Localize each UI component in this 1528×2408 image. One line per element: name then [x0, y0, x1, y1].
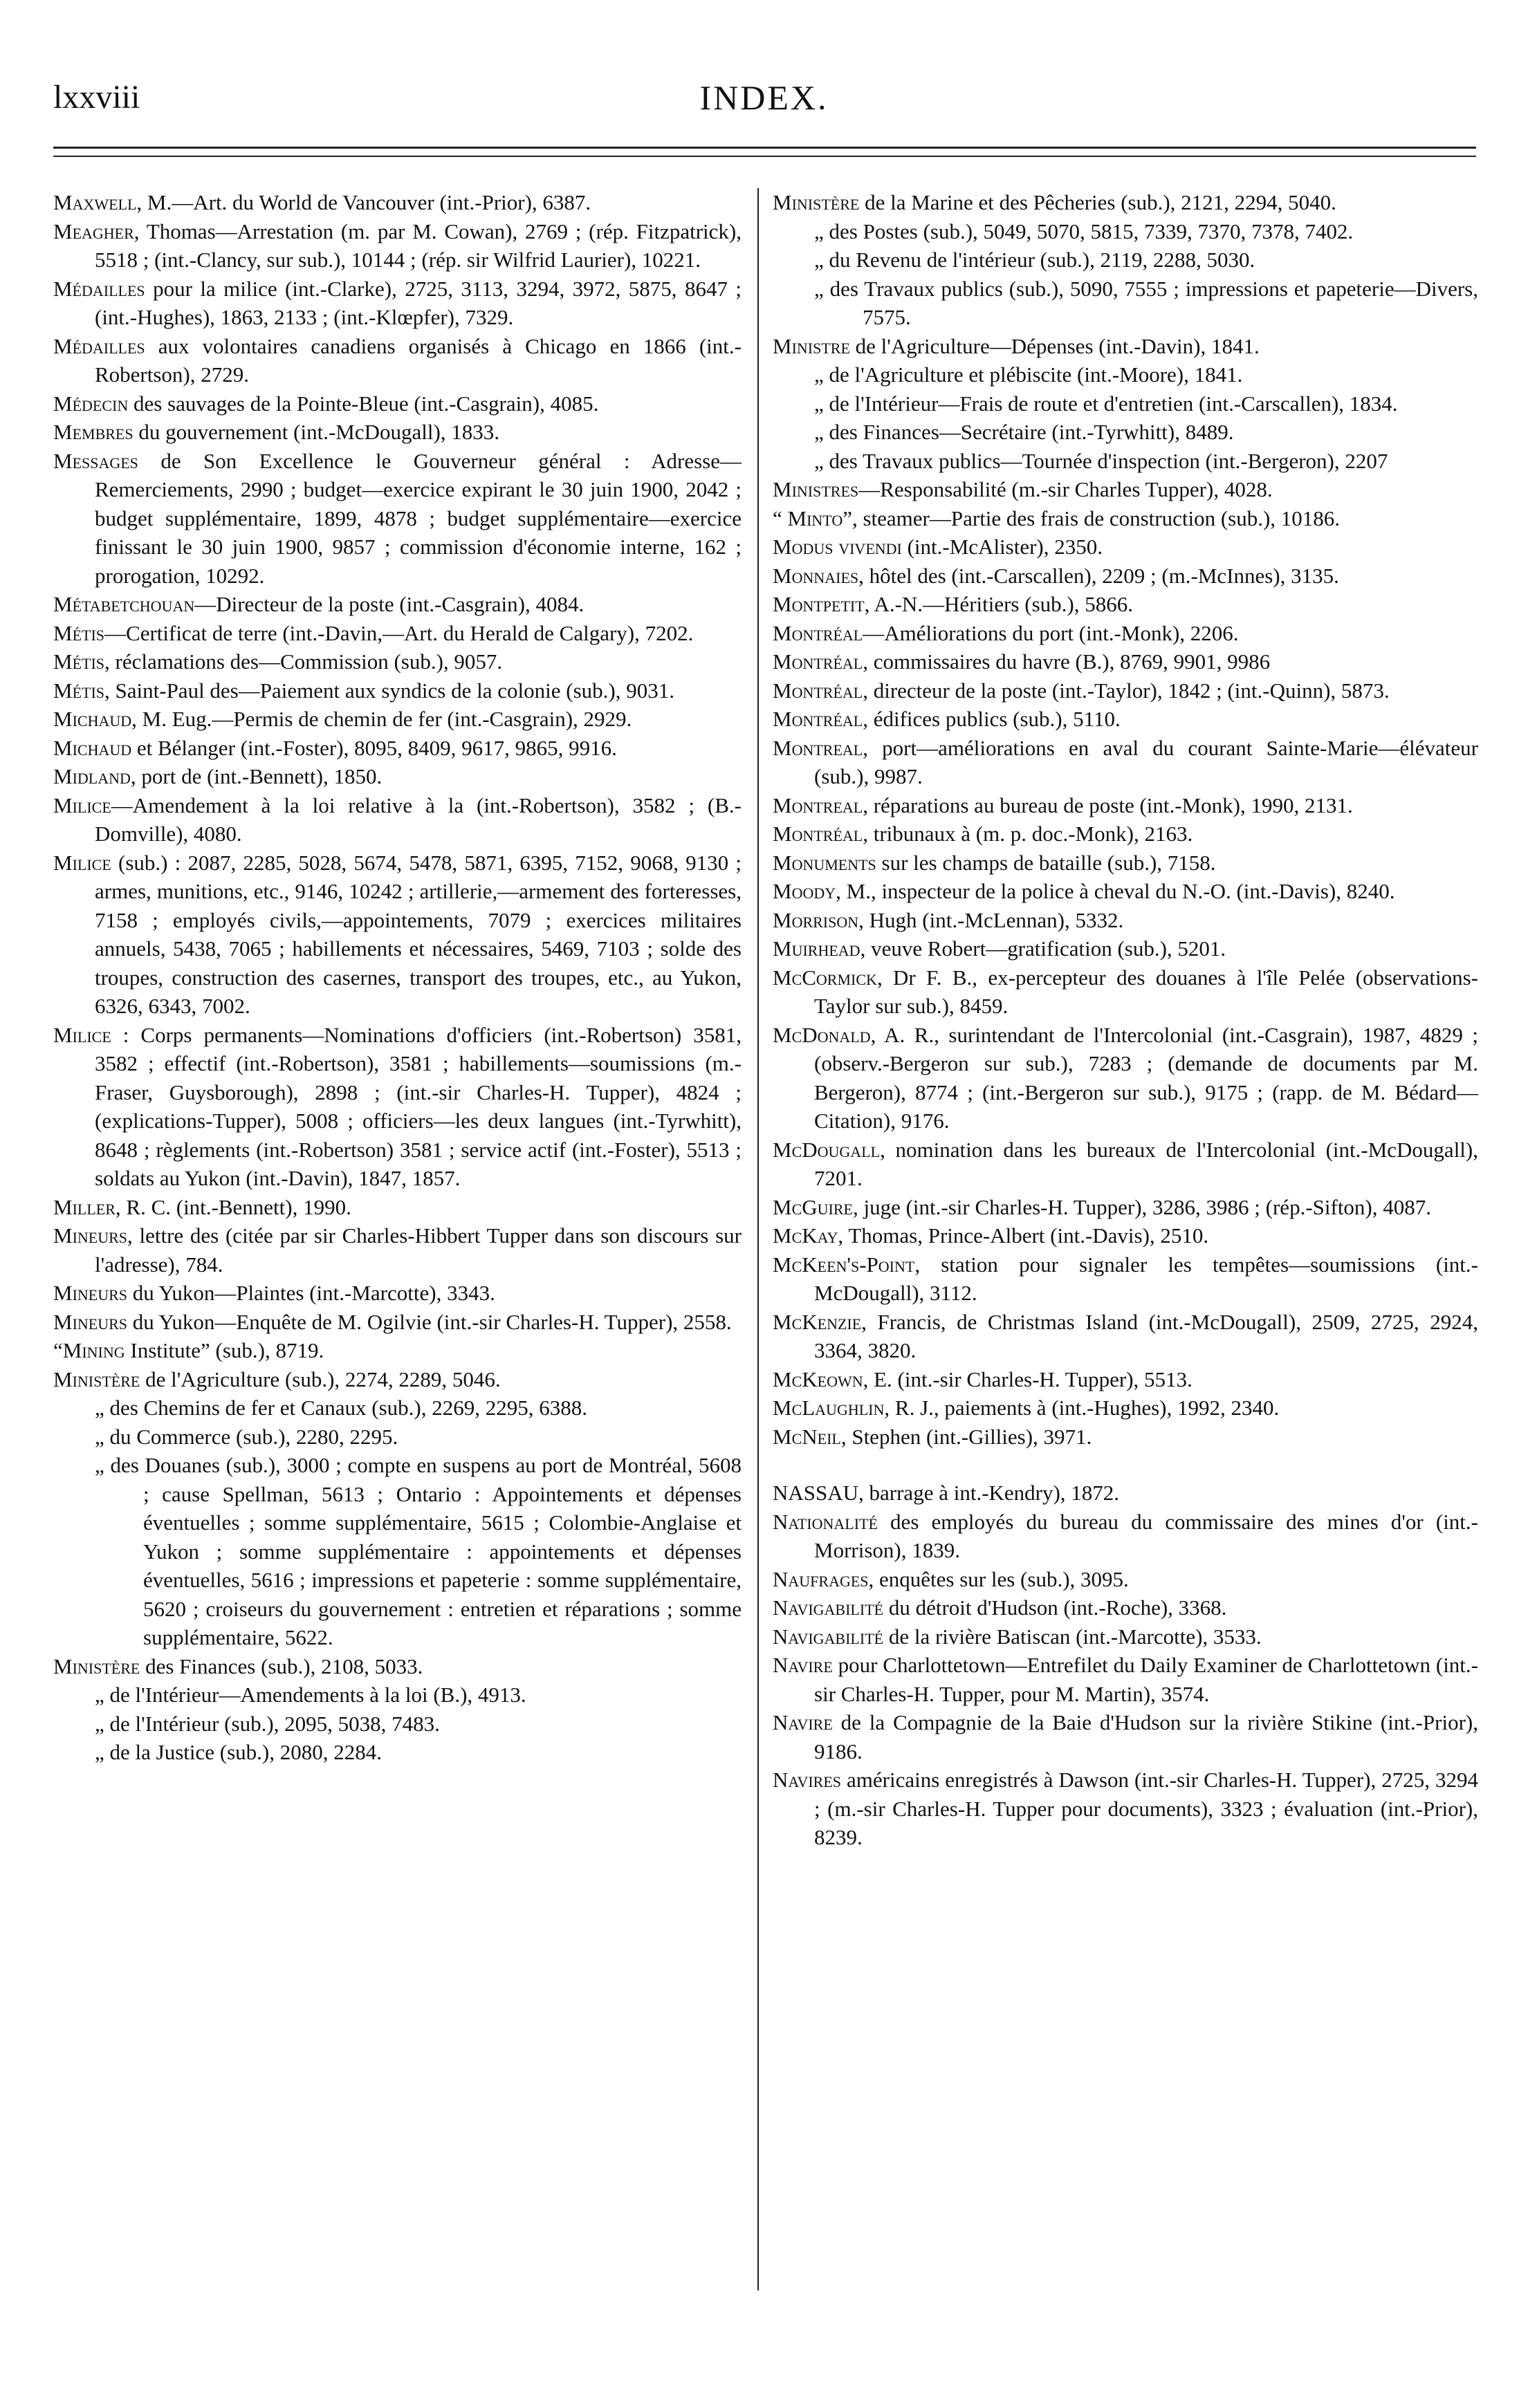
entry-heading: McKeown	[773, 1367, 863, 1391]
entry-heading: Métis	[53, 649, 105, 674]
entry-heading: Membres	[53, 420, 134, 444]
column-divider	[757, 188, 759, 2290]
entry-heading: Milice	[53, 793, 111, 817]
entry-text: , port de (int.-Bennett), 1850.	[130, 764, 383, 788]
entry-text: du gouvernement (int.-McDougall), 1833.	[133, 420, 500, 444]
entry-text: des sauvages de la Pointe-Bleue (int.-Casgrain), 4085.	[128, 391, 599, 416]
entry-heading: Ministres	[773, 477, 859, 501]
entry-text: , A.-N.—Héritiers (sub.), 5866.	[864, 592, 1133, 616]
index-entry	[53, 1365, 742, 1394]
index-entry	[53, 647, 742, 676]
entry-heading: Navire	[773, 1710, 833, 1734]
index-entry	[53, 590, 742, 619]
entry-text: , réparations au bureau de poste (int.-Monk), 1990, 2131.	[863, 793, 1353, 817]
entry-text: pour Charlottetown—Entrefilet du Daily Examiner de Charlottetown (int.-sir Charles-H. Tupper, pour M. Martin), 3574.	[814, 1653, 1478, 1706]
index-entry	[53, 791, 742, 849]
entry-heading: Médecin	[53, 391, 129, 416]
entry-text: du Yukon—Plaintes (int.-Marcotte), 3343.	[127, 1281, 495, 1305]
entry-heading: “Mining	[53, 1338, 125, 1362]
index-subentry	[773, 418, 1478, 447]
index-entry	[773, 1651, 1478, 1708]
entry-heading: Milice	[53, 850, 111, 875]
entry-heading: McKeen's-Point	[773, 1252, 915, 1277]
index-entry	[53, 734, 742, 763]
index-entry	[773, 1021, 1478, 1136]
entry-heading: Morrison	[773, 907, 859, 932]
entry-heading: Médailles	[53, 333, 145, 358]
entry-text: de l'Agriculture (sub.), 2274, 2289, 5046.	[140, 1367, 501, 1391]
entry-text: —Certificat de terre (int.-Davin,—Art. du Herald de Calgary), 7202.	[104, 620, 694, 645]
entry-heading: Moody	[773, 879, 836, 903]
entry-heading: Métis	[53, 620, 105, 645]
index-subentry	[53, 1710, 742, 1739]
index-subentry	[773, 360, 1478, 389]
index-entry	[773, 849, 1478, 878]
entry-text: „ des Travaux publics—Tournée d'inspection (int.-Bergeron), 2207	[814, 448, 1388, 473]
entry-text: , réclamations des—Commission (sub.), 9057.	[104, 649, 503, 674]
entry-heading: McKay	[773, 1223, 838, 1248]
entry-text: de Son Excellence le Gouverneur général : Adresse—Remerciements, 2990 ; budget—exercice expirant le 30 juin 1900, 2042 ; budget supplémentaire, 1899, 4878 ; budget supplémentaire—exercice finissant le 30 juin 1900, 9857 ; commission d'économie interne, 162 ; prorogation, 10292.	[95, 448, 742, 588]
entry-text: pour la milice (int.-Clarke), 2725, 3113, 3294, 3972, 5875, 8647 ; (int.-Hughes), 1863, 2133 ; (int.-Klœpfer), 7329.	[95, 276, 742, 329]
entry-heading: McKenzie	[773, 1309, 862, 1334]
entry-text: „ des Travaux publics (sub.), 5090, 7555 ; impressions et papeterie—Divers, 7575.	[814, 276, 1478, 329]
index-entry	[773, 934, 1478, 963]
entry-text: , commissaires du havre (B.), 8769, 9901, 9986	[863, 649, 1271, 674]
entry-text: de l'Agriculture—Dépenses (int.-Davin), 1841.	[849, 333, 1260, 358]
page-header	[0, 66, 1528, 129]
entry-text: , Stephen (int.-Gillies), 3971.	[840, 1424, 1092, 1449]
index-subentry	[773, 275, 1478, 332]
index-entry	[53, 275, 742, 332]
index-entry	[53, 1308, 742, 1337]
entry-heading: Mineurs	[53, 1223, 128, 1248]
index-subentry	[53, 1680, 742, 1710]
index-entry	[773, 705, 1478, 734]
entry-text: „ des Douanes (sub.), 3000 ; compte en suspens au port de Montréal, 5608 ; cause Spellman, 5613 ; Ontario : Appointements et dépenses éventuelles ; somme supplémentaire, 5615 ; Colombie-Anglaise et Yukon ; somme supplémentaire : appointements et dépenses éventuelles, 5616 ; impressions et papeterie : somme supplémentaire, 5620 ; croiseurs du gouvernement : entretien et réparations ; somme supplémentaire, 5622.	[95, 1453, 742, 1649]
entry-text: —Responsabilité (m.-sir Charles Tupper), 4028.	[858, 477, 1273, 501]
index-entry	[773, 1479, 1478, 1508]
entry-heading: Montréal	[773, 707, 863, 731]
index-entry	[773, 1708, 1478, 1766]
index-entry	[773, 590, 1478, 619]
index-entry	[773, 963, 1478, 1021]
index-entry	[53, 1193, 742, 1222]
entry-heading: McGuire	[773, 1194, 853, 1219]
entry-text: des Finances (sub.), 2108, 5033.	[140, 1654, 423, 1678]
entry-text: „ de l'Intérieur—Frais de route et d'entretien (int.-Carscallen), 1834.	[814, 391, 1398, 416]
entry-text: „ des Chemins de fer et Canaux (sub.), 2269, 2295, 6388.	[95, 1396, 588, 1420]
entry-text: , enquêtes sur les (sub.), 3095.	[868, 1566, 1129, 1591]
entry-heading: Mineurs	[53, 1281, 128, 1305]
entry-heading: Navigabilité	[773, 1595, 884, 1620]
index-entry	[773, 1622, 1478, 1651]
index-entry	[53, 389, 742, 418]
entry-text: , A. R., surintendant de l'Intercolonial (int.-Casgrain), 1987, 4829 ; (observ.-Bergeron sur sub.), 7283 ; (demande de documents par M. Bergeron), 8774 ; (int.-Bergeron sur sub.), 9175 ; (rapp. de M. Bédard—Citation), 9176.	[814, 1022, 1478, 1133]
entry-heading: Ministre	[773, 333, 850, 358]
entry-text: , juge (int.-sir Charles-H. Tupper), 3286, 3986 ; (rép.-Sifton), 4087.	[852, 1194, 1431, 1219]
entry-heading: Michaud	[53, 707, 132, 731]
entry-text: de la Compagnie de la Baie d'Hudson sur la rivière Stikine (int.-Prior), 9186.	[814, 1710, 1478, 1763]
entry-heading: Montréal	[773, 678, 863, 703]
index-entry	[773, 819, 1478, 849]
entry-text: , Francis, de Christmas Island (int.-McDougall), 2509, 2725, 2924, 3364, 3820.	[814, 1309, 1478, 1362]
index-subentry	[53, 1423, 742, 1452]
entry-text: (int.-McAlister), 2350.	[901, 535, 1103, 559]
entry-text: aux volontaires canadiens organisés à Chicago en 1866 (int.-Robertson), 2729.	[95, 333, 742, 387]
entry-heading: Navire	[773, 1653, 833, 1677]
index-entry	[773, 906, 1478, 935]
index-entry	[773, 734, 1478, 791]
section-gap	[773, 1451, 1478, 1479]
entry-text: , R. J., paiements à (int.-Hughes), 1992, 2340.	[884, 1396, 1280, 1420]
entry-heading: McLaughlin	[773, 1396, 885, 1420]
entry-heading: Monnaies	[773, 563, 859, 588]
index-entry	[53, 676, 742, 705]
entry-text: , M.—Art. du World de Vancouver (int.-Prior), 6387.	[136, 190, 591, 214]
index-entry	[53, 332, 742, 389]
index-subentry	[773, 389, 1478, 418]
entry-text: , tribunaux à (m. p. doc.-Monk), 2163.	[863, 822, 1193, 846]
entry-text: , Dr F. B., ex-percepteur des douanes à l'île Pelée (observations-Taylor sur sub.), 8459.	[814, 965, 1478, 1018]
entry-text: „ de l'Intérieur (sub.), 2095, 5038, 7483.	[95, 1711, 440, 1736]
entry-heading: Michaud	[53, 735, 132, 760]
entry-heading: Montréal	[773, 649, 863, 674]
entry-heading: Messages	[53, 448, 138, 473]
index-entry	[773, 562, 1478, 591]
left-index-column	[53, 188, 742, 1767]
index-entry	[773, 188, 1478, 217]
index-entry	[773, 1766, 1478, 1852]
entry-text: , steamer—Partie des frais de construction (sub.), 10186.	[852, 506, 1341, 530]
entry-text: , E. (int.-sir Charles-H. Tupper), 5513.	[863, 1367, 1193, 1391]
entry-text: du Yukon—Enquête de M. Ogilvie (int.-sir Charles-H. Tupper), 2558.	[127, 1309, 732, 1334]
entry-text: , station pour signaler les tempêtes—soumissions (int.-McDougall), 3112.	[814, 1252, 1478, 1305]
entry-text: , veuve Robert—gratification (sub.), 5201.	[860, 936, 1226, 961]
entry-text: —Améliorations du port (int.-Monk), 2206.	[863, 620, 1239, 645]
entry-text: „ des Postes (sub.), 5049, 5070, 5815, 7339, 7370, 7378, 7402.	[814, 219, 1354, 243]
index-entry	[773, 475, 1478, 504]
index-entry	[773, 877, 1478, 906]
entry-text: : Corps permanents—Nominations d'officiers (int.-Robertson) 3581, 3582 ; effectif (int.-Robertson), 3581 ; habillements—soumissions (m.-Fraser, Guysborough), 2898 ; (int.-sir Charles-H. Tupper), 4824 ; (explications-Tupper), 5008 ; officiers—les deux langues (int.-Tyrwhitt), 8648 ; règlements (int.-Robertson) 3581 ; service actif (int.-Foster), 5513 ; soldats au Yukon (int.-Davin), 1847, 1857.	[95, 1022, 742, 1190]
header-rule-top	[53, 147, 1476, 149]
entry-heading: Ministère	[53, 1367, 140, 1391]
entry-heading: NASSAU	[773, 1481, 859, 1505]
entry-text: , édifices publics (sub.), 5110.	[863, 707, 1121, 731]
entry-heading: Monuments	[773, 850, 876, 875]
entry-text: Institute” (sub.), 8719.	[125, 1338, 324, 1362]
index-entry	[773, 332, 1478, 361]
entry-heading: Montréal	[773, 822, 863, 846]
index-entry	[773, 647, 1478, 676]
index-entry	[53, 1336, 742, 1365]
index-entry	[53, 619, 742, 648]
entry-heading: Maxwell	[53, 190, 137, 214]
entry-text: , barrage à int.-Kendry), 1872.	[858, 1481, 1120, 1505]
index-entry	[53, 447, 742, 591]
index-entry	[773, 1136, 1478, 1193]
index-entry	[773, 1193, 1478, 1222]
entry-heading: Miller	[53, 1194, 116, 1219]
index-subentry	[53, 1451, 742, 1652]
entry-text: —Amendement à la loi relative à la (int.-Robertson), 3582 ; (B.-Domville), 4080.	[95, 793, 742, 846]
entry-text: (sub.) : 2087, 2285, 5028, 5674, 5478, 5871, 6395, 7152, 9068, 9130 ; armes, munitions, etc., 9146, 10242 ; artillerie,—armement des forteresses, 7158 ; employés civils,—appointements, 7079 ; exercices militaires annuels, 5438, 7065 ; habillements et nécessaires, 5469, 7103 ; solde des troupes, construction des casernes, transport des troupes, etc., au Yukon, 6326, 6343, 7002.	[95, 850, 742, 1018]
entry-heading: Nationalité	[773, 1509, 878, 1534]
index-entry	[773, 1250, 1478, 1308]
entry-text: , lettre des (citée par sir Charles-Hibbert Tupper dans son discours sur l'adresse), 784.	[95, 1223, 742, 1277]
header-rule-bottom	[53, 156, 1476, 157]
entry-text: sur les champs de bataille (sub.), 7158.	[876, 850, 1216, 875]
entry-heading: McDonald	[773, 1022, 871, 1047]
index-entry	[53, 705, 742, 734]
entry-heading: Montreal	[773, 735, 863, 760]
entry-heading: Métis	[53, 678, 105, 703]
entry-heading: McDougall	[773, 1137, 881, 1162]
entry-heading: Ministère	[773, 190, 860, 214]
index-entry	[53, 762, 742, 791]
index-entry	[53, 418, 742, 447]
entry-text: de la Marine et des Pêcheries (sub.), 2121, 2294, 5040.	[859, 190, 1336, 214]
entry-text: „ de la Justice (sub.), 2080, 2284.	[95, 1740, 382, 1764]
right-index-column	[773, 188, 1478, 1852]
index-subentry	[773, 246, 1478, 275]
entry-text: , hôtel des (int.-Carscallen), 2209 ; (m.-McInnes), 3135.	[858, 563, 1339, 588]
index-entry	[53, 1221, 742, 1279]
entry-text: , Hugh (int.-McLennan), 5332.	[858, 907, 1124, 932]
index-entry	[53, 849, 742, 1021]
entry-heading: Montpetit	[773, 592, 865, 616]
index-subentry	[773, 217, 1478, 246]
index-entry	[53, 217, 742, 275]
entry-text: , Thomas—Arrestation (m. par M. Cowan), 2769 ; (rép. Fitzpatrick), 5518 ; (int.-Clancy, sur sub.), 10144 ; (rép. sir Wilfrid Laurier), 10221.	[95, 219, 742, 272]
entry-heading: Médailles	[53, 276, 145, 301]
entry-heading: Modus vivendi	[773, 535, 902, 559]
entry-text: , port—améliorations en aval du courant Sainte-Marie—élévateur (sub.), 9987.	[814, 735, 1478, 788]
entry-heading: McCormick	[773, 965, 877, 990]
entry-text: „ des Finances—Secrétaire (int.-Tyrwhitt), 8489.	[814, 420, 1234, 444]
index-subentry	[53, 1738, 742, 1767]
entry-text: „ du Commerce (sub.), 2280, 2295.	[95, 1424, 398, 1449]
entry-text: et Bélanger (int.-Foster), 8095, 8409, 9617, 9865, 9916.	[131, 735, 617, 760]
index-entry	[773, 1508, 1478, 1565]
entry-text: , nomination dans les bureaux de l'Intercolonial (int.-McDougall), 7201.	[814, 1137, 1478, 1190]
entry-text: , M. Eug.—Permis de chemin de fer (int.-Casgrain), 2929.	[131, 707, 632, 731]
entry-text: du détroit d'Hudson (int.-Roche), 3368.	[883, 1595, 1227, 1620]
index-entry	[773, 791, 1478, 820]
index-entry	[53, 1279, 742, 1308]
entry-heading: Métabetchouan	[53, 592, 195, 616]
index-entry	[773, 1221, 1478, 1250]
page-number: lxxviii	[53, 79, 140, 115]
entry-text: „ de l'Intérieur—Amendements à la loi (B.), 4913.	[95, 1683, 526, 1707]
entry-heading: Ministère	[53, 1654, 140, 1678]
entry-text: des employés du bureau du commissaire des mines d'or (int.-Morrison), 1839.	[814, 1509, 1478, 1562]
entry-text: , Saint-Paul des—Paiement aux syndics de la colonie (sub.), 9031.	[104, 678, 674, 703]
index-entry	[773, 619, 1478, 648]
entry-text: , R. C. (int.-Bennett), 1990.	[115, 1194, 351, 1219]
entry-heading: Montréal	[773, 620, 863, 645]
entry-text: „ de l'Agriculture et plébiscite (int.-Moore), 1841.	[814, 362, 1243, 387]
entry-heading: Naufrages	[773, 1566, 869, 1591]
entry-heading: Meagher	[53, 219, 134, 243]
entry-heading: McNeil	[773, 1424, 841, 1449]
index-entry	[773, 1423, 1478, 1452]
entry-text: „ du Revenu de l'intérieur (sub.), 2119, 2288, 5030.	[814, 248, 1255, 272]
index-entry	[773, 676, 1478, 705]
index-entry	[53, 188, 742, 217]
entry-text: , Thomas, Prince-Albert (int.-Davis), 2510.	[838, 1223, 1209, 1248]
entry-heading: Navires	[773, 1768, 842, 1792]
entry-text: , directeur de la poste (int.-Taylor), 1842 ; (int.-Quinn), 5873.	[863, 678, 1390, 703]
entry-text: , M., inspecteur de la police à cheval du N.-O. (int.-Davis), 8240.	[836, 879, 1395, 903]
index-entry	[773, 1565, 1478, 1594]
index-subentry	[773, 447, 1478, 476]
page-title: INDEX.	[699, 78, 829, 117]
entry-text: —Directeur de la poste (int.-Casgrain), 4084.	[194, 592, 584, 616]
index-entry	[773, 1393, 1478, 1423]
entry-heading: Muirhead	[773, 936, 860, 961]
entry-heading: Midland	[53, 764, 131, 788]
entry-heading: “ Minto”	[773, 506, 852, 530]
index-entry	[773, 1593, 1478, 1622]
entry-heading: Navigabilité	[773, 1624, 884, 1649]
index-entry	[53, 1652, 742, 1681]
index-subentry	[53, 1393, 742, 1423]
index-entry	[773, 1365, 1478, 1394]
index-entry	[773, 1308, 1478, 1365]
entry-text: américains enregistrés à Dawson (int.-sir Charles-H. Tupper), 2725, 3294 ; (m.-sir Charles-H. Tupper pour documents), 3323 ; évaluation (int.-Prior), 8239.	[814, 1768, 1478, 1849]
entry-heading: Montreal	[773, 793, 863, 817]
entry-heading: Mineurs	[53, 1309, 128, 1334]
index-entry	[53, 1021, 742, 1193]
entry-text: de la rivière Batiscan (int.-Marcotte), 3533.	[883, 1624, 1262, 1649]
entry-heading: Milice	[53, 1022, 111, 1047]
index-entry	[773, 504, 1478, 533]
index-entry	[773, 532, 1478, 562]
